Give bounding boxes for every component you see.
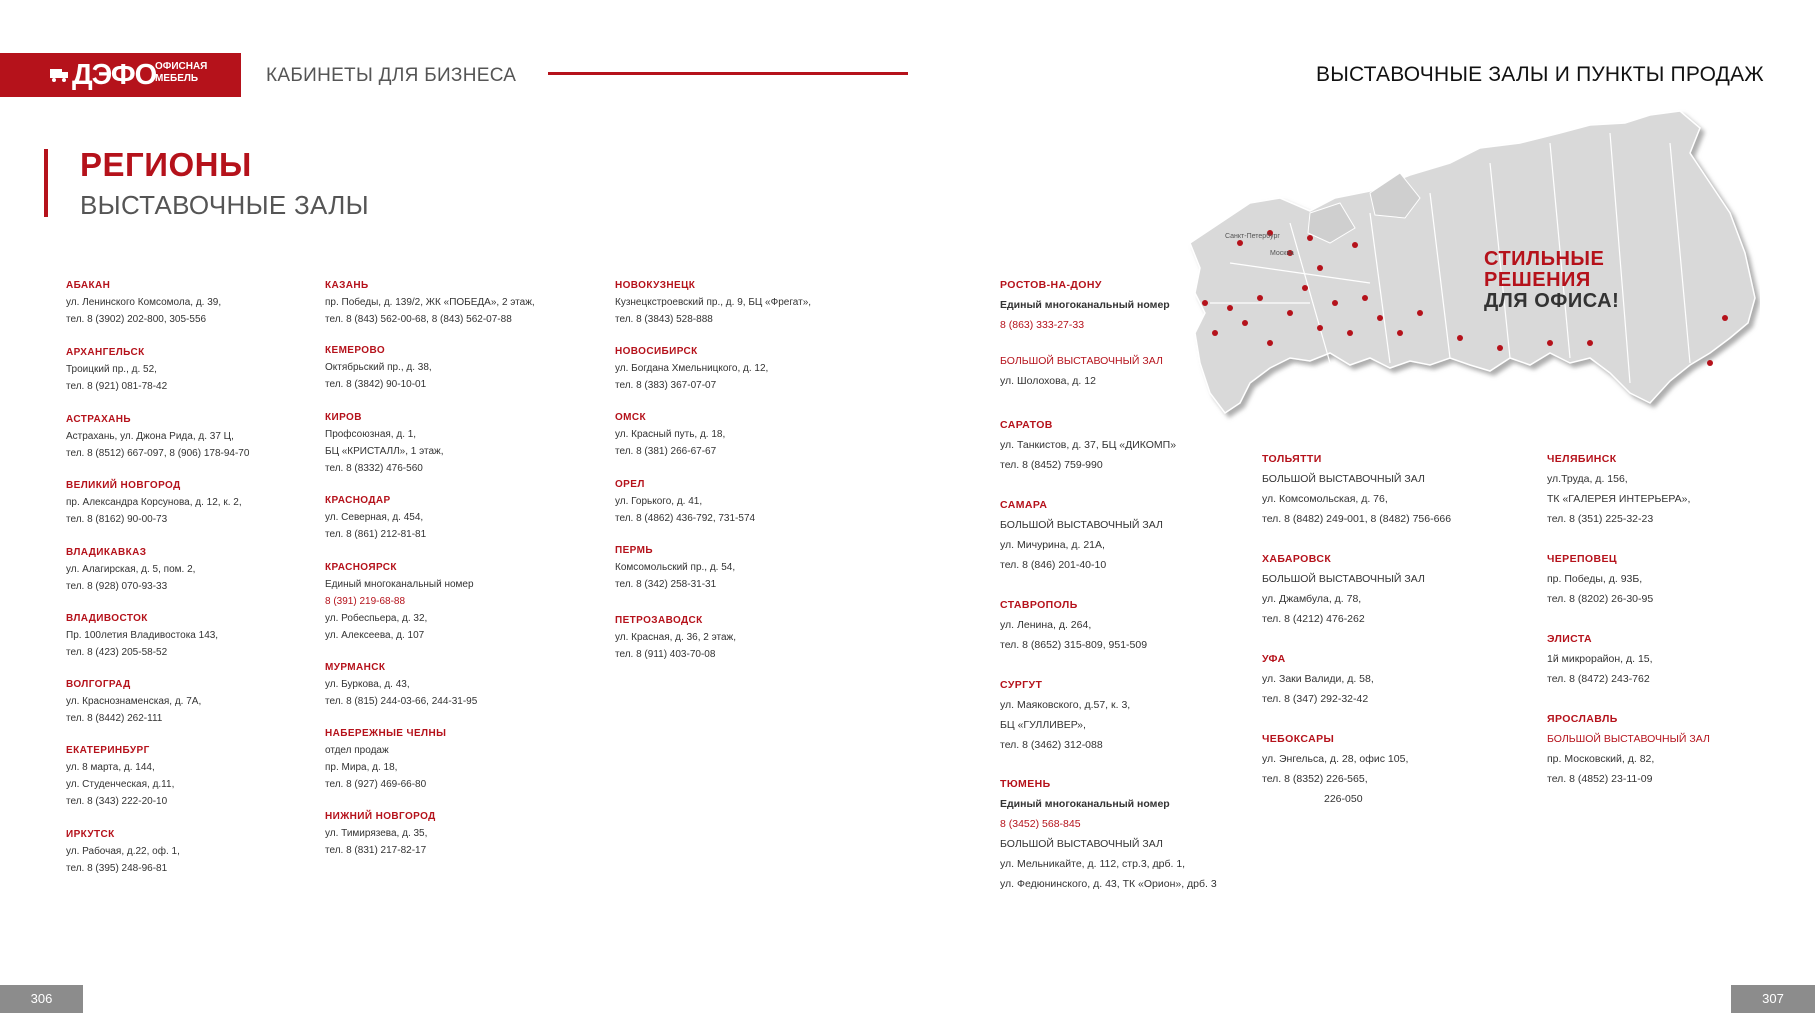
- location-orel: [615, 476, 755, 527]
- phone-line: тел. 8 (8352) 226-565,: [1262, 773, 1368, 785]
- address-line: Октябрьский пр., д. 38,: [325, 362, 432, 373]
- phone-line: тел. 8 (343) 222-20-10: [66, 796, 168, 807]
- phone-line: тел. 8 (8472) 243-762: [1547, 673, 1650, 685]
- location-kirov: [325, 409, 444, 477]
- location-astrakhan: [66, 411, 249, 462]
- city-name: ЕКАТЕРИНБУРГ: [66, 745, 150, 756]
- city-name: ВЛАДИВОСТОК: [66, 613, 148, 624]
- map-label-spb: Санкт-Петербург: [1225, 233, 1280, 240]
- location-yekaterinburg: [66, 742, 174, 810]
- city-name: АБАКАН: [66, 280, 111, 291]
- address-line: ул. Краснознаменская, д. 7А,: [66, 696, 202, 707]
- phone-line: тел. 8 (4852) 23-11-09: [1547, 773, 1653, 785]
- location-yaroslavl: [1547, 709, 1710, 789]
- address-line: 1й микрорайон, д. 15,: [1547, 653, 1653, 665]
- city-name: СТАВРОПОЛЬ: [1000, 599, 1078, 611]
- city-name: КЕМЕРОВО: [325, 345, 386, 356]
- hall-line: БОЛЬШОЙ ВЫСТАВОЧНЫЙ ЗАЛ: [1262, 473, 1425, 485]
- phone-line: тел. 8 (423) 205-58-52: [66, 647, 168, 658]
- city-name: ЧЕЛЯБИНСК: [1547, 453, 1617, 465]
- city-name: САМАРА: [1000, 499, 1048, 511]
- location-irkutsk: [66, 826, 180, 877]
- location-surgut: [1000, 675, 1130, 755]
- city-name: СУРГУТ: [1000, 679, 1043, 691]
- phone-line: тел. 8 (911) 403-70-08: [615, 649, 716, 660]
- address-line: ул. Горького, д. 41,: [615, 496, 703, 507]
- phone-line: тел. 8 (927) 469-66-80: [325, 779, 427, 790]
- location-volgograd: [66, 676, 201, 727]
- address-line: ул. Энгельса, д. 28, офис 105,: [1262, 753, 1409, 765]
- phone-line: тел. 8 (8482) 249-001, 8 (8482) 756-666: [1262, 513, 1452, 525]
- phone-line: тел. 8 (8202) 26-30-95: [1547, 593, 1654, 605]
- address-line: ул. Джамбула, д. 78,: [1262, 593, 1362, 605]
- city-name: ХАБАРОВСК: [1262, 553, 1332, 565]
- slogan: [1484, 249, 1619, 312]
- logo-subtitle: ОФИСНАЯ МЕБЕЛЬ: [155, 61, 208, 84]
- address-line: ул. Шолохова, д. 12: [1000, 375, 1096, 387]
- phone-line: тел. 8 (342) 258-31-31: [615, 579, 717, 590]
- phone-line: тел. 8 (861) 212-81-81: [325, 529, 427, 540]
- address-line: ул. Красный путь, д. 18,: [615, 429, 726, 440]
- city-name: АРХАНГЕЛЬСК: [66, 347, 145, 358]
- city-name: ПЕРМЬ: [615, 545, 653, 556]
- address-line: пр. Победы, д. 93Б,: [1547, 573, 1643, 585]
- phone-line: тел. 8 (4212) 476-262: [1262, 613, 1365, 625]
- city-name: ТОЛЬЯТТИ: [1262, 453, 1322, 465]
- location-stavropol: [1000, 595, 1147, 655]
- city-name: ВЛАДИКАВКАЗ: [66, 547, 147, 558]
- address-line: пр. Мира, д. 18,: [325, 762, 398, 773]
- address-line: Профсоюзная, д. 1,: [325, 429, 417, 440]
- address-line: ул. Тимирязева, д. 35,: [325, 828, 428, 839]
- info-line: Единый многоканальный номер: [1000, 798, 1170, 810]
- city-name: НАБЕРЕЖНЫЕ ЧЕЛНЫ: [325, 728, 447, 739]
- location-veliky-novgorod: [66, 477, 242, 528]
- page-subtitle: ВЫСТАВОЧНЫЕ ЗАЛЫ: [80, 190, 369, 220]
- location-tolyatti: [1262, 449, 1451, 529]
- location-nizhny-novgorod: [325, 808, 436, 859]
- city-name: МУРМАНСК: [325, 662, 386, 673]
- address-line: ул. Мичурина, д. 21А,: [1000, 539, 1105, 551]
- city-name: ОРЕЛ: [615, 479, 645, 490]
- address-line: Кузнецкстроевский пр., д. 9, БЦ «Фрегат»,: [615, 297, 812, 308]
- location-tyumen: [1000, 774, 1217, 894]
- phone-line: 226-050: [1324, 793, 1363, 805]
- address-line: БЦ «ГУЛЛИВЕР»,: [1000, 719, 1086, 731]
- logo-name: ДЭФО: [72, 59, 157, 91]
- address-line: ул. Ленинского Комсомола, д. 39,: [66, 297, 222, 308]
- location-krasnodar: [325, 492, 426, 543]
- phone-line: тел. 8 (8332) 476-560: [325, 463, 423, 474]
- city-name: ПЕТРОЗАВОДСК: [615, 615, 703, 626]
- phone-line: тел. 8 (815) 244-03-66, 244-31-95: [325, 696, 478, 707]
- location-novokuznetsk: [615, 277, 811, 328]
- city-name: КРАСНОДАР: [325, 495, 391, 506]
- slogan-line: РЕШЕНИЯ: [1484, 269, 1591, 291]
- phone-line: тел. 8 (8162) 90-00-73: [66, 514, 168, 525]
- location-murmansk: [325, 659, 477, 710]
- address-line: ул. Федюнинского, д. 43, ТК «Орион», дрб. 3: [1000, 878, 1217, 890]
- location-saratov: [1000, 415, 1176, 475]
- phone-line: тел. 8 (3902) 202-800, 305-556: [66, 314, 207, 325]
- phone-line: тел. 8 (8452) 759-990: [1000, 459, 1103, 471]
- location-vladikavkaz: [66, 544, 195, 595]
- phone-line: тел. 8 (3842) 90-10-01: [325, 379, 427, 390]
- city-name: ЯРОСЛАВЛЬ: [1547, 713, 1618, 725]
- location-elista: [1547, 629, 1653, 689]
- address-line: БЦ «КРИСТАЛЛ», 1 этаж,: [325, 446, 444, 457]
- location-petrozavodsk: [615, 612, 736, 663]
- phone-line: тел. 8 (8652) 315-809, 951-509: [1000, 639, 1148, 651]
- city-name: НОВОСИБИРСК: [615, 346, 698, 357]
- address-line: ул. Ленина, д. 264,: [1000, 619, 1092, 631]
- city-name: НОВОКУЗНЕЦК: [615, 280, 696, 291]
- city-name: ЭЛИСТА: [1547, 633, 1593, 645]
- city-name: ИРКУТСК: [66, 829, 115, 840]
- address-line: ул. Красная, д. 36, 2 этаж,: [615, 632, 736, 643]
- logo: [0, 53, 241, 97]
- page-number-right: 307: [1731, 985, 1815, 1013]
- slogan-line: ДЛЯ ОФИСА!: [1484, 290, 1620, 312]
- location-cherepovets: [1547, 549, 1653, 609]
- address-line: ул. Комсомольская, д. 76,: [1262, 493, 1388, 505]
- address-line: ул. Буркова, д. 43,: [325, 679, 410, 690]
- section-title: КАБИНЕТЫ ДЛЯ БИЗНЕСА: [266, 65, 517, 86]
- phone-line: тел. 8 (921) 081-78-42: [66, 381, 168, 392]
- phone-line: 8 (863) 333-27-33: [1000, 319, 1085, 331]
- phone-line: тел. 8 (8442) 262-111: [66, 713, 163, 724]
- hall-line: БОЛЬШОЙ ВЫСТАВОЧНЫЙ ЗАЛ: [1262, 573, 1425, 585]
- location-chelyabinsk: [1547, 449, 1690, 529]
- location-cheboksary: [1262, 729, 1408, 809]
- address-line: пр. Московский, д. 82,: [1547, 753, 1655, 765]
- location-samara: [1000, 495, 1163, 575]
- info-line: отдел продаж: [325, 745, 389, 756]
- header-divider: [548, 72, 908, 75]
- map-label-moscow: Москва: [1270, 250, 1294, 257]
- address-line: ул. Северная, д. 454,: [325, 512, 424, 523]
- phone-line: тел. 8 (846) 201-40-10: [1000, 559, 1107, 571]
- location-vladivostok: [66, 610, 218, 661]
- city-name: ОМСК: [615, 412, 647, 423]
- city-name: РОСТОВ-НА-ДОНУ: [1000, 279, 1102, 291]
- phone-line: тел. 8 (4862) 436-792, 731-574: [615, 513, 756, 524]
- address-line: пр. Победы, д. 139/2, ЖК «ПОБЕДА», 2 этаж,: [325, 297, 535, 308]
- address-line: ул. Робеспьера, д. 32,: [325, 613, 428, 624]
- page-number-left: 306: [0, 985, 83, 1013]
- phone-line: тел. 8 (843) 562-00-68, 8 (843) 562-07-88: [325, 314, 512, 325]
- city-name: ЧЕРЕПОВЕЦ: [1547, 553, 1617, 565]
- hall-line: БОЛЬШОЙ ВЫСТАВОЧНЫЙ ЗАЛ: [1547, 733, 1710, 745]
- phone-line: тел. 8 (928) 070-93-33: [66, 581, 168, 592]
- info-line: Единый многоканальный номер: [325, 579, 474, 590]
- phone-line: 8 (3452) 568-845: [1000, 818, 1081, 830]
- address-line: ТК «ГАЛЕРЕЯ ИНТЕРЬЕРА»,: [1547, 493, 1691, 505]
- location-kemerovo: [325, 342, 432, 393]
- address-line: пр. Александра Корсунова, д. 12, к. 2,: [66, 497, 242, 508]
- address-line: ул. 8 марта, д. 144,: [66, 762, 155, 773]
- location-krasnoyarsk: [325, 559, 474, 644]
- city-name: АСТРАХАНЬ: [66, 414, 131, 425]
- phone-line: тел. 8 (3843) 528-888: [615, 314, 713, 325]
- address-line: ул. Богдана Хмельницкого, д. 12,: [615, 363, 769, 374]
- city-name: КРАСНОЯРСК: [325, 562, 397, 573]
- truck-icon: [49, 65, 69, 83]
- phone-line: тел. 8 (3462) 312-088: [1000, 739, 1103, 751]
- location-rostov-on-don: [1000, 275, 1170, 391]
- city-name: ТЮМЕНЬ: [1000, 778, 1051, 790]
- phone-line: тел. 8 (383) 367-07-07: [615, 380, 717, 391]
- address-line: ул. Мельникайте, д. 112, стр.3, дрб. 1,: [1000, 858, 1186, 870]
- city-name: УФА: [1262, 653, 1286, 665]
- phone-line: тел. 8 (351) 225-32-23: [1547, 513, 1654, 525]
- address-line: Пр. 100летия Владивостока 143,: [66, 630, 219, 641]
- phone-line: 8 (391) 219-68-88: [325, 596, 406, 607]
- phone-line: тел. 8 (395) 248-96-81: [66, 863, 168, 874]
- address-line: Астрахань, ул. Джона Рида, д. 37 Ц,: [66, 431, 234, 442]
- address-line: Комсомольский пр., д. 54,: [615, 562, 736, 573]
- city-name: ЧЕБОКСАРЫ: [1262, 733, 1335, 745]
- page-title: РЕГИОНЫ: [80, 146, 252, 183]
- city-name: КАЗАНЬ: [325, 280, 369, 291]
- location-omsk: [615, 409, 725, 460]
- address-line: Троицкий пр., д. 52,: [66, 364, 157, 375]
- location-perm: [615, 542, 735, 593]
- hall-line: БОЛЬШОЙ ВЫСТАВОЧНЫЙ ЗАЛ: [1000, 838, 1163, 850]
- city-name: ВОЛГОГРАД: [66, 679, 131, 690]
- address-line: ул. Маяковского, д.57, к. 3,: [1000, 699, 1131, 711]
- address-line: ул. Заки Валиди, д. 58,: [1262, 673, 1374, 685]
- page-title-right: ВЫСТАВОЧНЫЕ ЗАЛЫ И ПУНКТЫ ПРОДАЖ: [1316, 63, 1764, 86]
- hall-line: БОЛЬШОЙ ВЫСТАВОЧНЫЙ ЗАЛ: [1000, 519, 1163, 531]
- location-novosibirsk: [615, 343, 768, 394]
- slogan-line: СТИЛЬНЫЕ: [1484, 248, 1605, 270]
- city-name: ВЕЛИКИЙ НОВГОРОД: [66, 480, 181, 491]
- info-line: Единый многоканальный номер: [1000, 299, 1170, 311]
- address-line: ул. Алексеева, д. 107: [325, 630, 425, 641]
- address-line: ул. Танкистов, д. 37, БЦ «ДИКОМП»: [1000, 439, 1177, 451]
- location-naberezhnye-chelny: [325, 725, 446, 793]
- city-name: САРАТОВ: [1000, 419, 1053, 431]
- russia-map: [1170, 103, 1760, 445]
- phone-line: тел. 8 (831) 217-82-17: [325, 845, 427, 856]
- phone-line: тел. 8 (381) 266-67-67: [615, 446, 717, 457]
- location-abakan: [66, 277, 221, 328]
- location-khabarovsk: [1262, 549, 1425, 629]
- phone-line: тел. 8 (8512) 667-097, 8 (906) 178-94-70: [66, 448, 250, 459]
- hall-line: БОЛЬШОЙ ВЫСТАВОЧНЫЙ ЗАЛ: [1000, 355, 1163, 367]
- title-accent-bar: [44, 149, 48, 217]
- address-line: ул. Алагирская, д. 5, пом. 2,: [66, 564, 196, 575]
- phone-line: тел. 8 (347) 292-32-42: [1262, 693, 1369, 705]
- address-line: ул. Студенческая, д.11,: [66, 779, 175, 790]
- location-kazan: [325, 277, 535, 328]
- city-name: НИЖНИЙ НОВГОРОД: [325, 811, 436, 822]
- address-line: ул.Труда, д. 156,: [1547, 473, 1628, 485]
- address-line: ул. Рабочая, д.22, оф. 1,: [66, 846, 180, 857]
- city-name: КИРОВ: [325, 412, 362, 423]
- location-ufa: [1262, 649, 1374, 709]
- location-arkhangelsk: [66, 344, 167, 395]
